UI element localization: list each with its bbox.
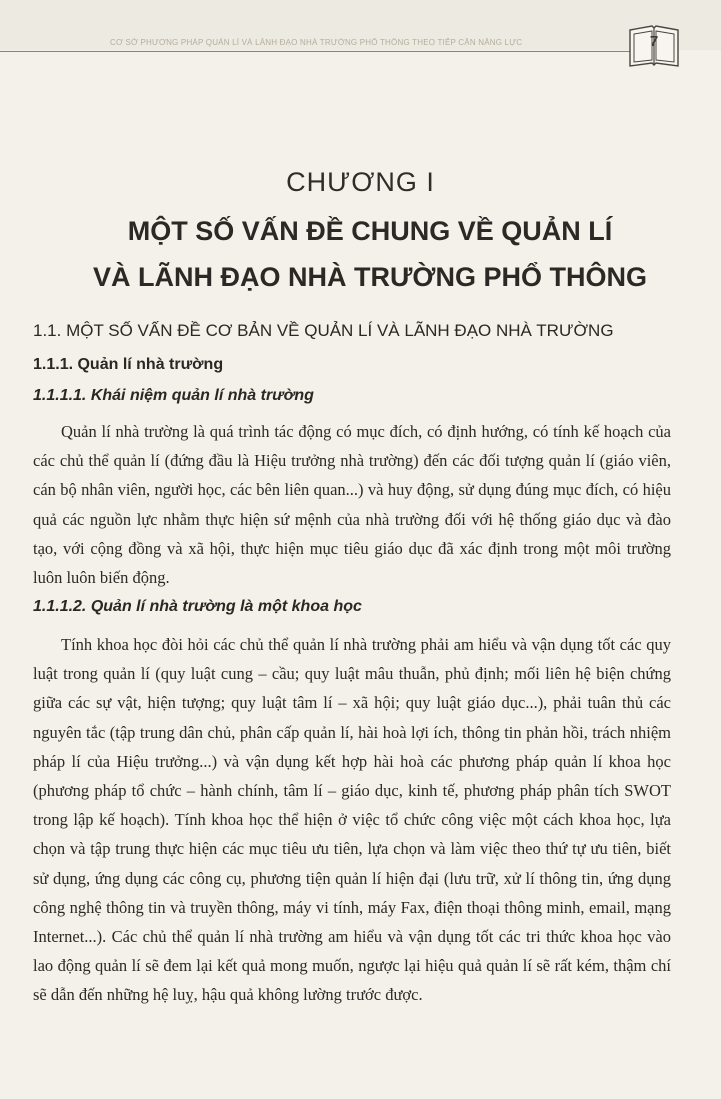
chapter-title [40,208,700,300]
subsection-heading-1-1-1: 1.1.1. Quản lí nhà trường [33,356,224,373]
header-divider [0,51,640,52]
chapter-title-line-1: MỘT SỐ VẤN ĐỀ CHUNG VỀ QUẢN LÍ [127,216,613,246]
body-paragraph-2: Tính khoa học đòi hỏi các chủ thể quản lí nhà trường phải am hiểu và vận dụng tốt các quy luật trong quản lí (quy luật cung – cầu; quy luật mâu thuẫn, phủ định; mối liên hệ biện chứng giữa các sự vật, hiện tượng; quy luật tâm lí – xã hội; quy luật giáo dục...), phải tuân thủ các nguyên tắc (tập trung dân chủ, phân cấp quản lí, hài hoà lợi ích, thông tin phản hồi, trách nhiệm pháp lí của Hiệu trưởng...) và vận dụng kết hợp hài hoà các phương pháp quản lí khoa học (phương pháp tổ chức – hành chính, tâm lí – giáo dục, kinh tế, phương pháp phân tích SWOT trong lập kế hoạch). Tính khoa học thể hiện ở việc tổ chức công việc một cách khoa học, lựa chọn và tập trung thực hiện các mục tiêu ưu tiên, lựa chọn và làm việc theo thứ tự ưu tiên, biết sử dụng, ứng dụng các công cụ, phương tiện quản lí hiện đại (lưu trữ, xử lí thông tin, ứng dụng công nghệ thông tin và truyền thông, máy vi tính, máy Fax, điện thoại thông minh, email, mạng Internet...). Các chủ thể quản lí nhà trường am hiểu và vận dụng tốt các tri thức khoa học vào lao động quản lí sẽ đem lại kết quả mong muốn, ngược lại hiệu quả quản lí sẽ rất kém, thậm chí sẽ dẫn đến những hệ luỵ, hậu quả không lường trước được. [33,635,671,1005]
page-number: 7 [649,33,659,50]
body-paragraph-1: Quản lí nhà trường là quá trình tác động có mục đích, có định hướng, có tính kế hoạch của các chủ thể quản lí (đứng đầu là Hiệu trưởng nhà trường) đến các đối tượng quản lí (giáo viên, cán bộ nhân viên, người học, các bên liên quan...) và huy động, sử dụng đúng mục đích, có hiệu quả các nguồn lực nhằm thực hiện sứ mệnh của nhà trường đối với hệ thống giáo dục và đào tạo, với cộng đồng và xã hội, thực hiện mục tiêu giáo dục đã xác định trong một môi trường luôn luôn biến động. [33,422,671,588]
chapter-title-line-2: VÀ LÃNH ĐẠO NHÀ TRƯỜNG PHỔ THÔNG [93,262,647,292]
running-title: CƠ SỞ PHƯƠNG PHÁP QUẢN LÍ VÀ LÃNH ĐẠO NHÀ TRƯỜNG PHỔ THÔNG THEO TIẾP CẬN NĂNG LỰC [110,38,523,47]
subsection-heading-1-1-1-2: 1.1.1.2. Quản lí nhà trường là một khoa học [33,598,362,615]
subsection-heading-1-1-1-1: 1.1.1.1. Khái niệm quản lí nhà trường [33,387,314,404]
section-heading-1-1: 1.1. MỘT SỐ VẤN ĐỀ CƠ BẢN VỀ QUẢN LÍ VÀ LÃNH ĐẠO NHÀ TRƯỜNG [33,321,614,340]
chapter-label: CHƯƠNG I [286,167,435,197]
